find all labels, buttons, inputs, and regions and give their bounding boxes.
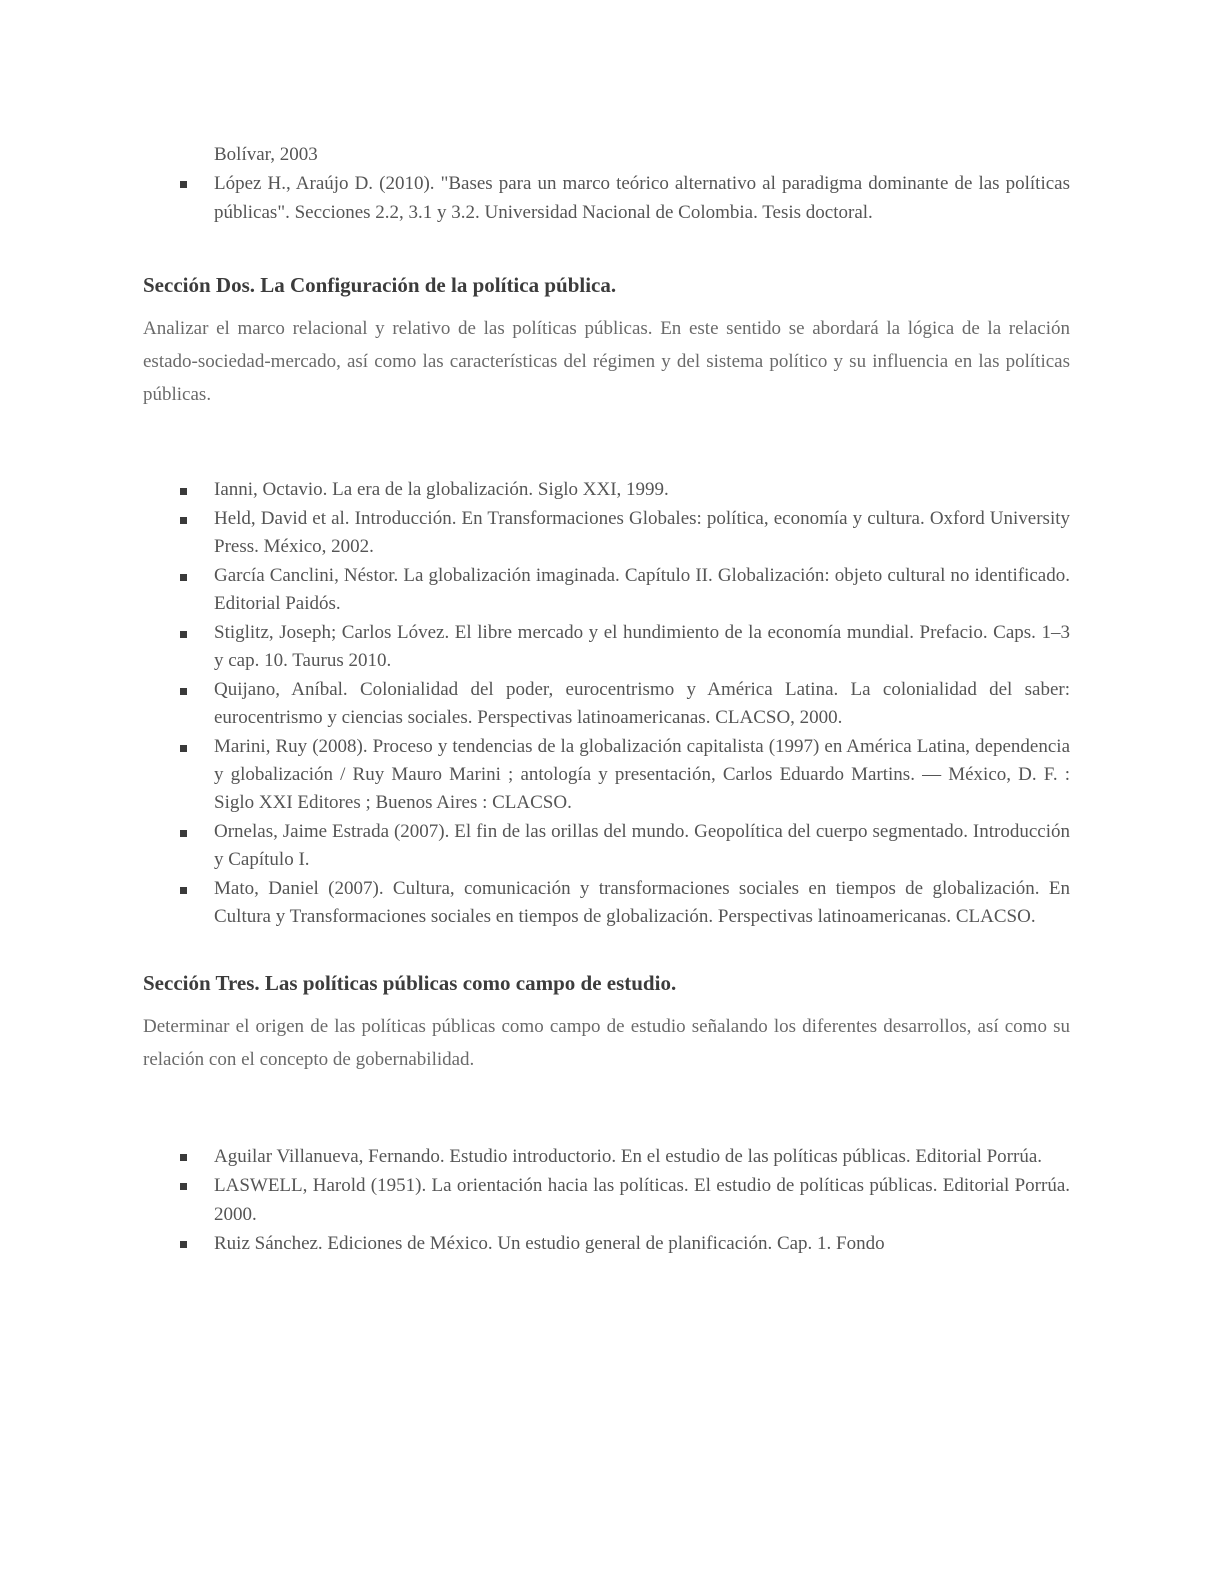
reference-item: Mato, Daniel (2007). Cultura, comunicación y transformaciones sociales en tiempos de globalización. En Cultura y Transformaciones sociales en tiempos de globalización. Perspectivas latinoamericanas. CLACSO. (143, 875, 1070, 931)
reference-continuation: Bolívar, 2003 (214, 144, 318, 165)
section-three-description: Determinar el origen de las políticas públicas como campo de estudio señalando los diferentes desarrollos, así como su relación con el concepto de gobernabilidad. (143, 1016, 1070, 1070)
reference-item: López H., Araújo D. (2010). "Bases para un marco teórico alternativo al paradigma dominante de las políticas públicas". Secciones 2.2, 3.1 y 3.2. Universidad Nacional de Colombia. Tesis doctoral. (143, 169, 1070, 227)
section-two-reference-list (143, 476, 1070, 931)
section-three-title: Sección Tres. Las políticas públicas como campo de estudio. (143, 971, 677, 995)
section-two-title: Sección Dos. La Configuración de la política pública. (143, 273, 617, 297)
reference-item: Marini, Ruy (2008). Proceso y tendencias de la globalización capitalista (1997) en América Latina, dependencia y globalización / Ruy Mauro Marini ; antología y presentación, Carlos Eduardo Martins. — México, D. F. : Siglo XXI Editores ; Buenos Aires : CLACSO. (143, 733, 1070, 817)
reference-item: Quijano, Aníbal. Colonialidad del poder, eurocentrismo y América Latina. La colonialidad del saber: eurocentrismo y ciencias sociales. Perspectivas latinoamericanas. CLACSO, 2000. (143, 676, 1070, 732)
reference-item: Ianni, Octavio. La era de la globalización. Siglo XXI, 1999. (143, 476, 1070, 504)
section-three-reference-list (143, 1142, 1070, 1258)
reference-item: Stiglitz, Joseph; Carlos Lóvez. El libre mercado y el hundimiento de la economía mundial. Prefacio. Caps. 1–3 y cap. 10. Taurus 2010. (143, 619, 1070, 675)
reference-item: Ornelas, Jaime Estrada (2007). El fin de las orillas del mundo. Geopolítica del cuerpo segmentado. Introducción y Capítulo I. (143, 818, 1070, 874)
section-two-description: Analizar el marco relacional y relativo de las políticas públicas. En este sentido se abordará la lógica de la relación estado-sociedad-mercado, así como las características del régimen y del sistema político y su influencia en las políticas públicas. (143, 318, 1070, 405)
reference-item: García Canclini, Néstor. La globalización imaginada. Capítulo II. Globalización: objeto cultural no identificado. Editorial Paidós. (143, 562, 1070, 618)
reference-item: Held, David et al. Introducción. En Transformaciones Globales: política, economía y cultura. Oxford University Press. México, 2002. (143, 505, 1070, 561)
reference-item: Ruiz Sánchez. Ediciones de México. Un estudio general de planificación. Cap. 1. Fondo (143, 1229, 1070, 1258)
reference-item: LASWELL, Harold (1951). La orientación hacia las políticas. El estudio de políticas públicas. Editorial Porrúa. 2000. (143, 1171, 1070, 1229)
reference-item: Aguilar Villanueva, Fernando. Estudio introductorio. En el estudio de las políticas públicas. Editorial Porrúa. (143, 1142, 1070, 1171)
document-page (143, 140, 1070, 1258)
top-reference-list (143, 140, 1070, 227)
